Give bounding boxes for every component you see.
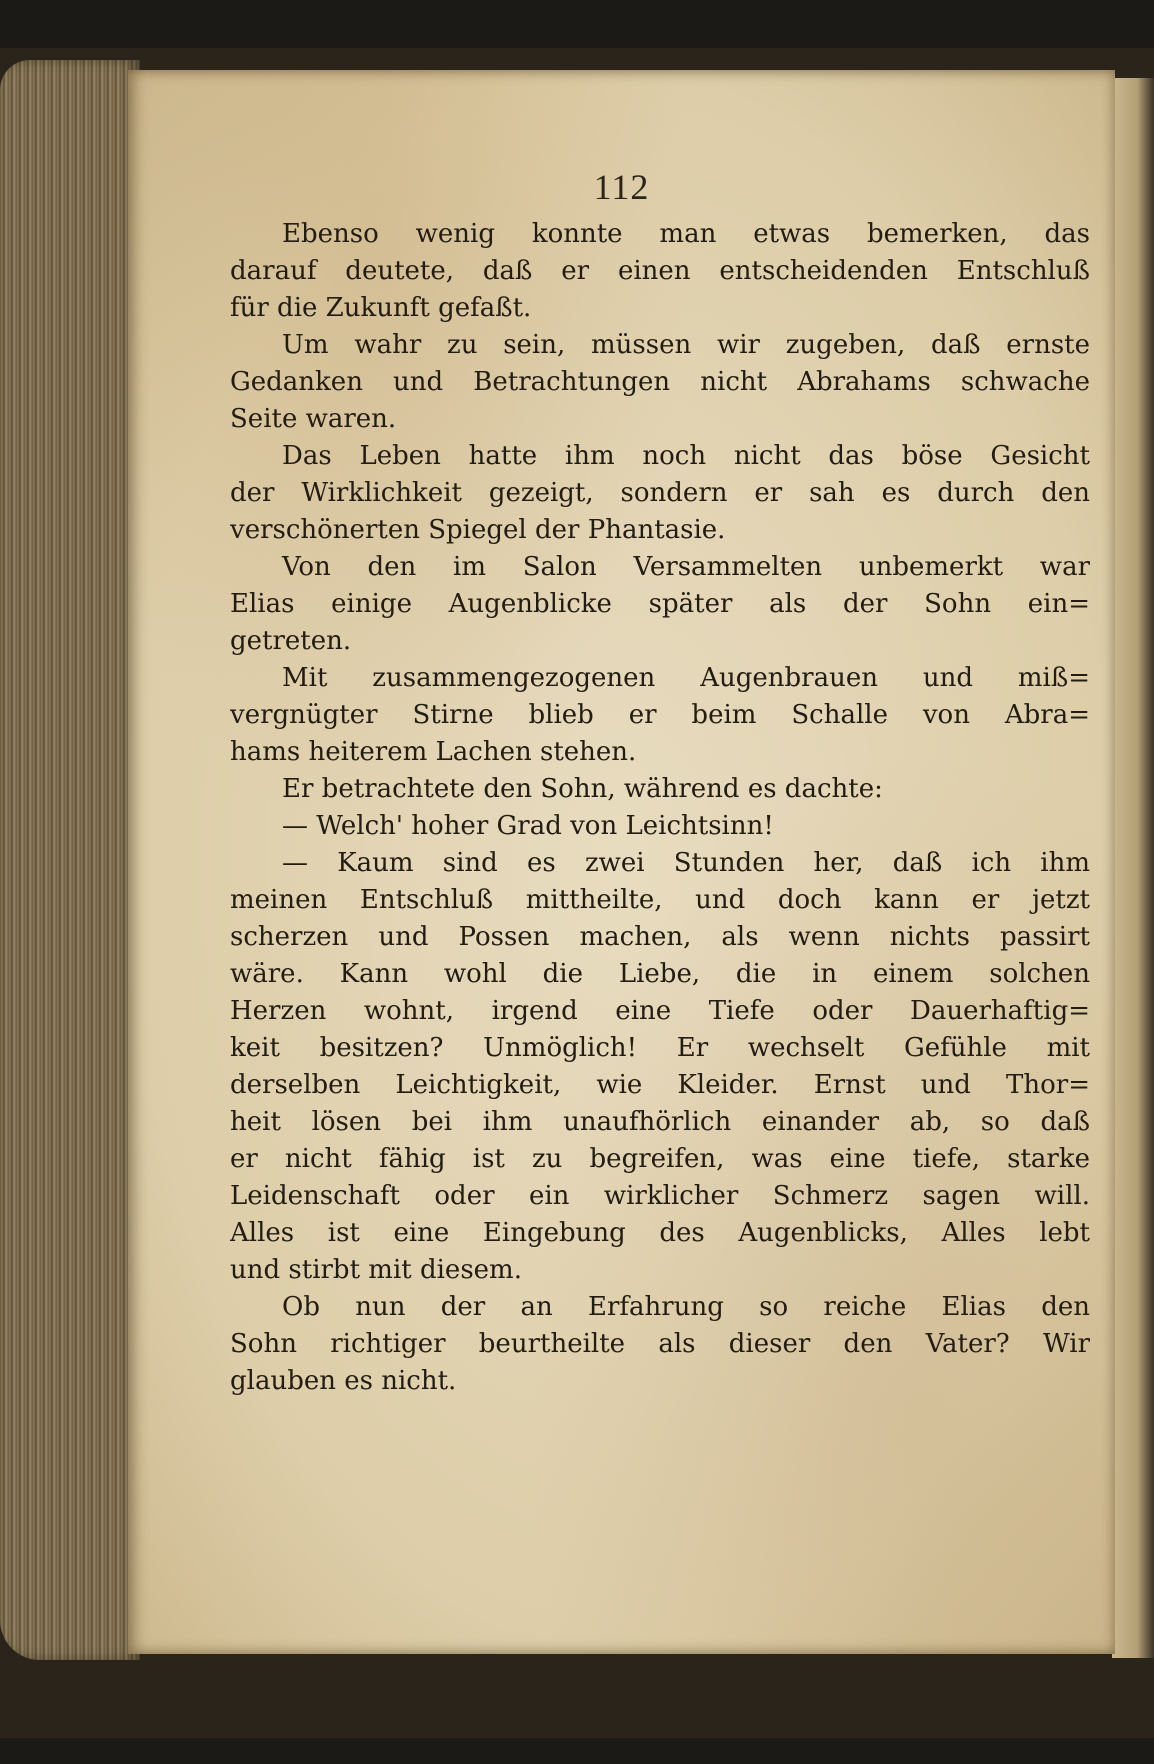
text-line: Ebenso wenig konnte man etwas bemerken, das	[282, 219, 1090, 249]
text-line: wäre. Kann wohl die Liebe, die in einem solchen	[230, 959, 1090, 989]
body-text	[230, 216, 1090, 1400]
text-line: Gedanken und Betrachtungen nicht Abrahams schwache	[230, 367, 1090, 397]
text-line: — Kaum sind es zwei Stunden her, daß ich ihm	[282, 848, 1090, 878]
text-line: — Welch' hoher Grad von Leichtsinn!	[282, 811, 774, 841]
text-line: scherzen und Possen machen, als wenn nichts passirt	[230, 922, 1090, 952]
text-line: Mit zusammengezogenen Augenbrauen und miß=	[282, 663, 1090, 693]
text-line: meinen Entschluß mittheilte, und doch kann er jetzt	[230, 885, 1090, 915]
text-line: vergnügter Stirne blieb er beim Schalle von Abra=	[230, 700, 1090, 730]
text-line: er nicht fähig ist zu begreifen, was eine tiefe, starke	[230, 1144, 1090, 1174]
text-line: Ob nun der an Erfahrung so reiche Elias den	[282, 1292, 1090, 1322]
text-line: keit besitzen? Unmöglich! Er wechselt Gefühle mit	[230, 1033, 1090, 1063]
text-line: der Wirklichkeit gezeigt, sondern er sah es durch den	[230, 478, 1090, 508]
text-line: verschönerten Spiegel der Phantasie.	[230, 515, 726, 545]
text-line: und stirbt mit diesem.	[230, 1255, 522, 1285]
text-line: Er betrachtete den Sohn, während es dachte:	[282, 774, 883, 804]
book-page	[128, 70, 1115, 1654]
text-line: heit lösen bei ihm unaufhörlich einander ab, so daß	[230, 1107, 1090, 1137]
text-line: hams heiterem Lachen stehen.	[230, 737, 637, 767]
text-line: Alles ist eine Eingebung des Augenblicks, Alles lebt	[230, 1218, 1090, 1248]
text-line: derselben Leichtigkeit, wie Kleider. Ernst und Thor=	[230, 1070, 1090, 1100]
text-line: Herzen wohnt, irgend eine Tiefe oder Dauerhaftig=	[230, 996, 1090, 1026]
text-line: für die Zukunft gefaßt.	[230, 293, 532, 323]
text-line: glauben es nicht.	[230, 1366, 457, 1396]
page-edges	[0, 60, 140, 1660]
text-line: Leidenschaft oder ein wirklicher Schmerz sagen will.	[230, 1181, 1090, 1211]
text-line: Seite waren.	[230, 404, 397, 434]
text-line: Um wahr zu sein, müssen wir zugeben, daß ernste	[282, 330, 1090, 360]
text-line: Sohn richtiger beurtheilte als dieser den Vater? Wir	[230, 1329, 1090, 1359]
text-line: darauf deutete, daß er einen entscheidenden Entschluß	[230, 256, 1090, 286]
text-line: Das Leben hatte ihm noch nicht das böse Gesicht	[282, 441, 1090, 471]
page-number: 112	[593, 167, 650, 207]
facing-page-edge	[1112, 78, 1154, 1658]
text-line: Elias einige Augenblicke später als der Sohn ein=	[230, 589, 1090, 619]
text-line: Von den im Salon Versammelten unbemerkt war	[282, 552, 1090, 582]
text-line: getreten.	[230, 626, 352, 656]
